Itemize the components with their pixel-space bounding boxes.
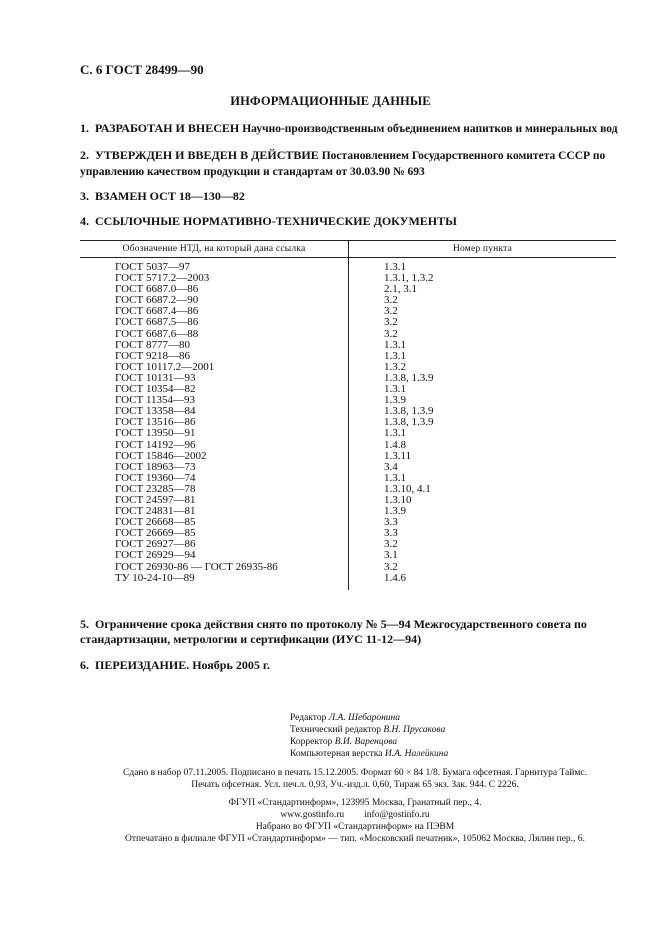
item-lead: ССЫЛОЧНЫЕ НОРМАТИВНО-ТЕХНИЧЕСКИЕ ДОКУМЕНТЫ [95, 214, 457, 228]
document-cell: ГОСТ 13358—84 [80, 406, 349, 417]
item-number: 3. [80, 189, 89, 203]
print-line: Сдано в набор 07.11.2005. Подписано в печать 15.12.2005. Формат 60 × 84 1/8. Бумага офсетная. Гарнитура Таймс. [123, 768, 587, 778]
clause-cell: 1.3.9 [384, 394, 406, 407]
document-cell: ГОСТ 14192—96 [80, 440, 349, 451]
document-cell: ГОСТ 10354—82 [80, 384, 349, 395]
table-row [80, 428, 616, 439]
document-cell: ГОСТ 5037—97 [80, 258, 349, 274]
clause-cell: 1.4.6 [384, 571, 406, 584]
table-header-row [80, 241, 616, 258]
info-item-3 [80, 189, 620, 204]
clause-cell: 1.3.8, 1.3.9 [384, 416, 434, 429]
item-number: 5. [80, 617, 89, 631]
document-cell: ГОСТ 26669—85 [80, 528, 349, 539]
table-row [80, 317, 616, 328]
section-title: ИНФОРМАЦИОННЫЕ ДАННЫЕ [230, 94, 431, 108]
clause-cell: 1.3.1 [384, 349, 406, 362]
document-cell: ГОСТ 6687.5—86 [80, 317, 349, 328]
item-lead: Ограничение срока действия снято по протоколу № 5—94 Межгосударственного совета по стандартизации, метрологии и сертификации (ИУС 11-12—94) [80, 617, 587, 646]
credit-label: Корректор [290, 737, 333, 747]
document-cell: ГОСТ 18963—73 [80, 462, 349, 473]
clause-cell: 1.3.1, 1.3.2 [384, 272, 434, 285]
credit-layout [290, 748, 448, 760]
document-cell: ГОСТ 6687.4—86 [80, 306, 349, 317]
item-number: 1. [80, 121, 89, 135]
table-row [80, 440, 616, 451]
document-cell: ГОСТ 24831—81 [80, 506, 349, 517]
typeset-note: Набрано во ФГУП «Стандартинформ» на ПЭВМ [255, 822, 455, 832]
clause-cell: 3.2 [384, 327, 398, 340]
clause-cell: 1.3.1 [384, 427, 406, 440]
credit-editor [290, 712, 448, 724]
info-item-5 [80, 617, 620, 646]
table-row [80, 258, 616, 274]
clause-cell: 1.3.8, 1.3.9 [384, 405, 434, 418]
page-header: С. 6 ГОСТ 28499—90 [80, 62, 204, 77]
credit-label: Технический редактор [290, 725, 381, 735]
clause-cell: 3.3 [384, 516, 398, 529]
item-number: 2. [80, 148, 89, 162]
document-cell: ГОСТ 8777—80 [80, 340, 349, 351]
print-details [90, 767, 620, 791]
credit-name: И.А. Налейкина [384, 749, 449, 759]
item-lead: УТВЕРЖДЕН И ВВЕДЕН В ДЕЙСТВИЕ [95, 148, 319, 162]
info-item-1 [80, 121, 620, 137]
document-cell: ГОСТ 10131—93 [80, 373, 349, 384]
document-cell: ГОСТ 26930-86 — ГОСТ 26935-86 [80, 562, 349, 573]
table-body [80, 258, 616, 590]
item-text: Постановлением Государственного комитета СССР по управлению качеством продукции и стандартам от 30.03.90 № 693 [80, 150, 606, 178]
clause-cell: 3.2 [384, 305, 398, 318]
publisher-address: ФГУП «Стандартинформ», 123995 Москва, Гранатный пер., 4. [228, 798, 482, 808]
clause-cell: 1.3.1 [384, 261, 406, 273]
credit-name: Л.А. Шебаронина [328, 713, 401, 723]
document-cell: ГОСТ 6687.0—86 [80, 284, 349, 295]
document-cell: ГОСТ 26927—86 [80, 539, 349, 550]
credit-label: Компьютерная верстка [290, 749, 383, 759]
item-lead: РАЗРАБОТАН И ВНЕСЕН [95, 121, 240, 135]
document-cell: ГОСТ 19360—74 [80, 473, 349, 484]
publisher-contacts [90, 809, 620, 821]
clause-cell: 3.2 [384, 294, 398, 307]
clause-cell: 1.3.1 [384, 383, 406, 396]
column-header-document: Обозначение НТД, на который дана ссылка [80, 241, 349, 258]
clause-cell: 1.3.10, 4.1 [384, 482, 431, 495]
document-cell: ГОСТ 11354—93 [80, 395, 349, 406]
clause-cell: 1.3.9 [384, 505, 406, 518]
clause-cell: 1.3.10 [384, 493, 412, 506]
print-line: Печать офсетная. Усл. печ.л. 0,93, Уч.-изд.л. 0,60, Тираж 65 экз. Зак. 944. С 2226. [191, 780, 519, 790]
document-cell: ГОСТ 26668—85 [80, 517, 349, 528]
publisher-details [90, 797, 620, 845]
document-cell: ГОСТ 5717.2—2003 [80, 273, 349, 284]
credit-tech-editor [290, 724, 448, 736]
clause-cell: 1.3.1 [384, 471, 406, 484]
item-lead: ВЗАМЕН ОСТ 18—130—82 [95, 189, 245, 203]
clause-cell: 1.3.11 [384, 449, 412, 462]
item-text: Научно-производственным объединением напитков и минеральных вод [242, 123, 618, 135]
clause-cell: 3.2 [384, 316, 398, 329]
document-cell: ГОСТ 15846—2002 [80, 451, 349, 462]
clause-cell: 3.2 [384, 538, 398, 551]
clause-cell: 2.1, 3.1 [384, 283, 417, 296]
clause-cell: 3.1 [384, 549, 398, 562]
info-item-2 [80, 148, 620, 179]
clause-cell: 1.3.1 [384, 338, 406, 351]
table-row [80, 573, 616, 590]
item-number: 6. [80, 658, 89, 672]
clause-cell: 1.4.8 [384, 438, 406, 451]
document-cell: ГОСТ 6687.2—90 [80, 295, 349, 306]
credit-name: В.Н. Прусакова [383, 725, 446, 735]
item-number: 4. [80, 214, 89, 228]
website-link[interactable]: www.gostinfo.ru [280, 810, 345, 820]
document-cell: ГОСТ 26929—94 [80, 550, 349, 561]
email-link[interactable]: info@gostinfo.ru [364, 810, 430, 820]
document-cell: ГОСТ 13516—86 [80, 417, 349, 428]
clause-cell: 3.4 [384, 460, 398, 473]
credits-block [290, 712, 448, 760]
document-cell: ГОСТ 10117.2—2001 [80, 362, 349, 373]
document-cell: ГОСТ 23285—78 [80, 484, 349, 495]
printed-note: Отпечатано в филиале ФГУП «Стандартинформ» — тип. «Московский печатник», 105062 Москва, Лялин пер., 6. [125, 834, 585, 844]
table-row [80, 550, 616, 561]
document-cell: ГОСТ 24597—81 [80, 495, 349, 506]
clause-cell: 1.3.8, 1.3.9 [384, 371, 434, 384]
table-row [80, 329, 616, 340]
reference-documents-table [80, 240, 616, 590]
document-cell: ГОСТ 9218—86 [80, 351, 349, 362]
clause-cell: 3.2 [384, 560, 398, 573]
info-item-4 [80, 214, 620, 229]
document-cell: ГОСТ 6687.6—88 [80, 329, 349, 340]
info-item-6 [80, 658, 620, 673]
document-cell: ГОСТ 13950—91 [80, 428, 349, 439]
column-header-clause: Номер пункта [349, 241, 617, 258]
clause-cell: 1.3.2 [384, 360, 406, 373]
credit-corrector [290, 736, 448, 748]
document-cell: ТУ 10-24-10—89 [80, 573, 349, 590]
clause-cell: 3.3 [384, 527, 398, 540]
credit-label: Редактор [290, 713, 327, 723]
item-lead: ПЕРЕИЗДАНИЕ. Ноябрь 2005 г. [95, 658, 270, 672]
credit-name: В.И. Варенцова [334, 737, 398, 747]
table-row [80, 562, 616, 573]
